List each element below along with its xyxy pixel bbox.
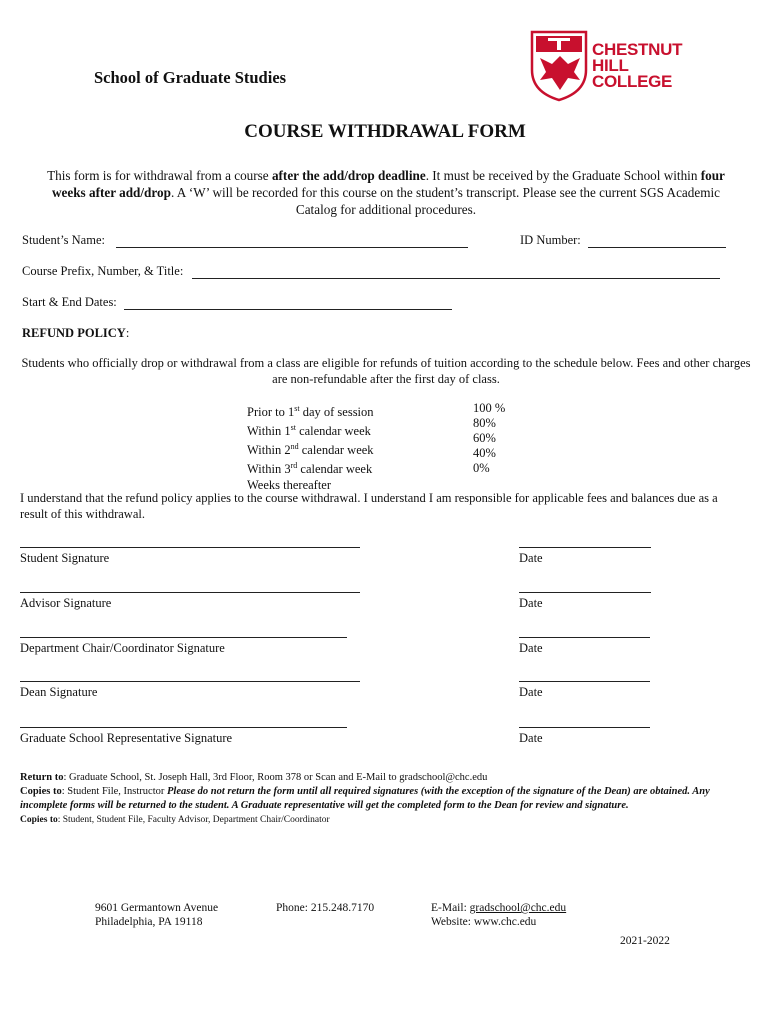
advisor-signature-label: Advisor Signature	[20, 596, 112, 610]
refund-heading: REFUND POLICY:	[22, 326, 130, 340]
footer-phone: Phone: 215.248.7170	[276, 902, 375, 914]
footer-contact	[431, 901, 566, 929]
schedule-row: Prior to 1st day of session	[247, 404, 374, 420]
footer-address	[95, 901, 218, 929]
date-label: Date	[519, 641, 543, 655]
student-signature-line[interactable]	[20, 547, 360, 548]
schedule-value: 60%	[473, 431, 496, 445]
routing-notes	[20, 771, 745, 827]
chair-date-line[interactable]	[519, 637, 650, 638]
schedule-value: 100 %	[473, 401, 506, 415]
course-label: Course Prefix, Number, & Title:	[22, 264, 184, 278]
schedule-row: Within 1st calendar week	[247, 423, 371, 439]
website-line: Website: www.chc.edu	[431, 916, 537, 928]
student-signature-label: Student Signature	[20, 551, 110, 565]
date-label: Date	[519, 685, 543, 699]
dates-label: Start & End Dates:	[22, 295, 117, 309]
form-title: COURSE WITHDRAWAL FORM	[244, 121, 526, 142]
logo-wordmark	[592, 42, 682, 90]
chair-signature-label: Department Chair/Coordinator Signature	[20, 641, 225, 655]
schedule-value: 0%	[473, 461, 490, 475]
advisor-date-line[interactable]	[519, 592, 651, 593]
schedule-row: Within 2nd calendar week	[247, 442, 374, 458]
dean-signature-line[interactable]	[20, 681, 360, 682]
student-name-field[interactable]	[116, 247, 468, 248]
dean-date-line[interactable]	[519, 681, 650, 682]
intro-paragraph: This form is for withdrawal from a course after the add/drop deadline. It must be received by the Graduate School within four weeks after add/drop. A ‘W’ will be recorded for this course on the student’s transcript. Please see the current SGS Academic Catalog for additional procedures.	[47, 168, 725, 217]
shield-icon	[532, 32, 586, 100]
advisor-signature-line[interactable]	[20, 592, 360, 593]
schedule-row: Within 3rd calendar week	[247, 461, 373, 477]
refund-intro: Students who officially drop or withdrawal from a class are eligible for refunds of tuition according to the schedule below. Fees and other charges are non-refundable after the first day of class.	[21, 356, 751, 386]
date-label: Date	[519, 596, 543, 610]
date-label: Date	[519, 551, 543, 565]
refund-schedule-periods	[247, 401, 374, 493]
rep-signature-label: Graduate School Representative Signature	[20, 731, 233, 745]
school-name: School of Graduate Studies	[94, 68, 287, 87]
course-field[interactable]	[192, 278, 720, 279]
logo-line-3: COLLEGE	[592, 72, 673, 91]
address-line-2: Philadelphia, PA 19118	[95, 916, 203, 928]
copies-to-line-2: Copies to: Student, Student File, Faculty Advisor, Department Chair/Coordinator	[20, 815, 330, 825]
dates-field[interactable]	[124, 309, 452, 310]
email-link[interactable]: gradschool@chc.edu	[469, 902, 567, 914]
date-label: Date	[519, 731, 543, 745]
return-to-line: Return to: Graduate School, St. Joseph Hall, 3rd Floor, Room 378 or Scan and E-Mail to gradschool@chc.edu	[20, 772, 488, 783]
schedule-value: 40%	[473, 446, 496, 460]
logo-line-1: CHESTNUT	[592, 40, 683, 59]
logo-line-2: HILL	[592, 56, 629, 75]
schedule-row: Weeks thereafter	[247, 477, 332, 492]
rep-signature-line[interactable]	[20, 727, 347, 728]
rep-date-line[interactable]	[519, 727, 650, 728]
chair-signature-line[interactable]	[20, 637, 347, 638]
id-number-field[interactable]	[588, 247, 726, 248]
address-line-1: 9601 Germantown Avenue	[95, 902, 219, 914]
schedule-value: 80%	[473, 416, 496, 430]
academic-year: 2021-2022	[620, 935, 670, 947]
acknowledgement-text: I understand that the refund policy applies to the course withdrawal. I understand I am responsible for applicable fees and balances due as a result of this withdrawal.	[20, 491, 718, 521]
refund-schedule-values	[473, 401, 505, 476]
student-date-line[interactable]	[519, 547, 651, 548]
dean-signature-label: Dean Signature	[20, 685, 98, 699]
copies-to-line: Copies to: Student File, Instructor Please do not return the form until all required signatures (with the exception of the signature of the Dean) are obtained. Any incomplete forms will be returned to the student. A Graduate representative will get the completed form to the Dean for review and signature.	[20, 786, 710, 811]
id-number-label: ID Number:	[520, 233, 581, 247]
email-line: E-Mail: gradschool@chc.edu	[431, 902, 567, 914]
student-name-label: Student’s Name:	[22, 233, 105, 247]
